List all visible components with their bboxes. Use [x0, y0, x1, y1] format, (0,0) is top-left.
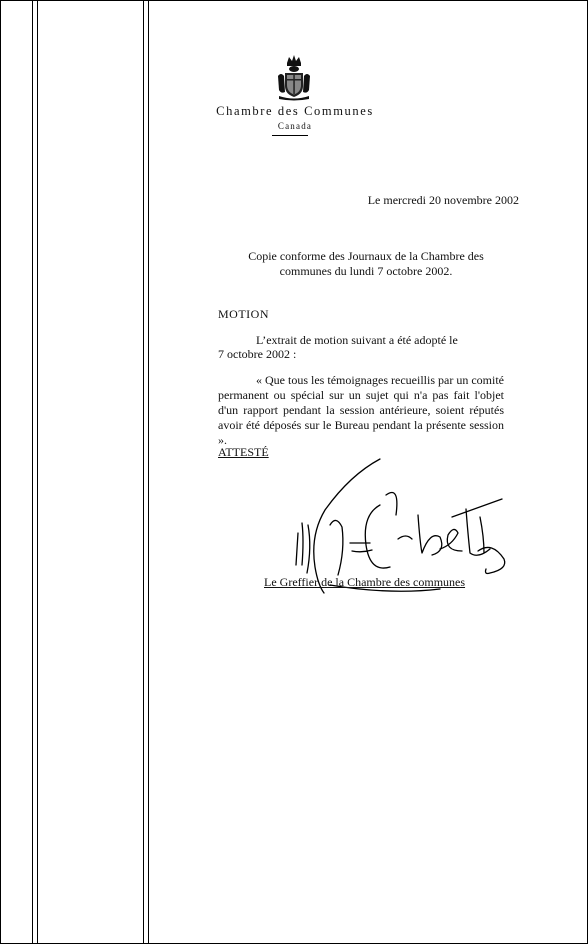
margin-rule: [37, 0, 38, 944]
certified-copy-line: communes du lundi 7 octobre 2002.: [279, 264, 453, 278]
section-title: MOTION: [218, 307, 269, 321]
document-date: Le mercredi 20 novembre 2002: [367, 193, 519, 207]
institution-country: Canada: [277, 121, 313, 131]
institution-name: Chambre des Communes: [216, 104, 374, 118]
clerk-signature: [290, 455, 510, 595]
motion-intro-line: 7 octobre 2002 :: [218, 347, 297, 361]
margin-rule: [148, 0, 149, 944]
royal-coat-of-arms-icon: [276, 54, 312, 102]
margin-rule: [143, 0, 144, 944]
letterhead-rule: [272, 135, 308, 136]
motion-intro: [218, 333, 518, 361]
certified-copy-statement: [216, 249, 516, 279]
motion-quote: « Que tous les témoignages recueillis par un comité permanent ou spécial sur un sujet qui n'a pas fait l'objet d'un rapport pendant la session antérieure, soient réputés avoir été déposés sur le Bureau pendant la présente session ».: [218, 373, 504, 447]
attested-label: ATTESTÉ: [218, 445, 269, 459]
certified-copy-line: Copie conforme des Journaux de la Chambre des: [248, 249, 484, 263]
motion-intro-line: L’extrait de motion suivant a été adopté le: [256, 333, 458, 347]
margin-rule: [32, 0, 33, 944]
clerk-title: Le Greffier de la Chambre des communes: [264, 575, 466, 589]
